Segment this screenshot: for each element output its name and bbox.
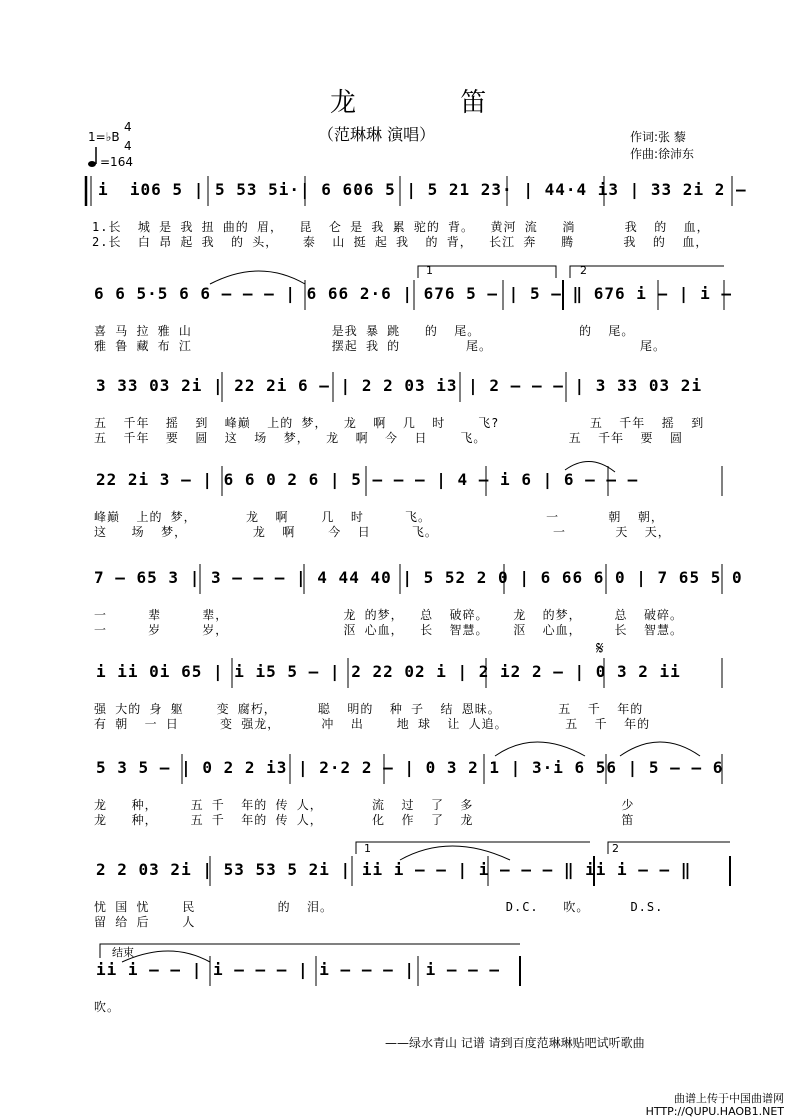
- notation-line: 7 — 65 3 | 3 — — — | 4 44 40 | 5 52 2 0 | 6 66 6 0 | 7 65 5 0: [94, 568, 743, 587]
- lyric-verse-1: 1.长 城 是 我 扭 曲的 眉， 昆 仑 是 我 累 驼的 背。 黄河 流 淌 我 的 血，: [92, 220, 710, 234]
- lyric-verse-1: 强 大的 身 躯 变 腐朽， 聪 明的 种 子 结 恩昧。 五 千 年的: [94, 702, 644, 716]
- watermark-line-1: 曲谱上传于中国曲谱网: [674, 1092, 784, 1105]
- lyric-verse-1: 喜 马 拉 雅 山 是我 暴 跳 的 尾。 的 尾。: [94, 324, 635, 338]
- lyric-verse-2: 一 岁 岁， 沤 心血， 长 智慧。 沤 心血， 长 智慧。: [94, 623, 683, 637]
- site-watermark: [646, 1092, 784, 1118]
- volta-1-label: 1: [426, 264, 433, 277]
- lyric-verse-2: 有 朝 一 日 变 强龙， 冲 出 地 球 让 人追。 五 千 年的: [94, 717, 651, 731]
- watermark-line-2: HTTP://QUPU.HAOB1.NET: [645, 1105, 784, 1118]
- lyric-verse-2: 雅 鲁 藏 布 江 摆起 我 的 尾。 尾。: [94, 339, 667, 353]
- lyric-verse-1: 五 千年 摇 到 峰巅 上的 梦， 龙 啊 几 时 飞? 五 千年 摇 到: [94, 416, 705, 430]
- song-title: 龙 笛: [330, 88, 535, 118]
- transcriber-footer: ——绿水青山 记谱 请到百度范琳琳贴吧试听歌曲: [385, 1036, 645, 1050]
- notation-line: i ii 0i 65 | i i5 5 — | 2 22 02 i | 2 i2 2 — | 0 3 2 ii: [96, 662, 681, 681]
- lyricist-credit: 作词:张 藜: [630, 130, 686, 144]
- tempo-marking: =164: [100, 155, 133, 169]
- notation-line: 6 6 5·5 6 6 — — — | 6 66 2·6 | 676 5 — | 5 — ‖ 676 i — | i —: [94, 284, 732, 303]
- lyric-verse-1: 忧 国 忧 民 的 泪。 D.C. 吹。 D.S.: [94, 900, 664, 914]
- lyric-verse-1: 一 辈 辈， 龙 的梦， 总 破碎。 龙 的梦， 总 破碎。: [94, 608, 683, 622]
- key-signature: 1=♭B: [88, 130, 120, 144]
- lyric-verse-1: 峰巅 上的 梦， 龙 啊 几 时 飞。 一 朝 朝，: [94, 510, 664, 524]
- lyric-verse-1: 吹。: [94, 1000, 121, 1014]
- time-signature-top: 4: [124, 120, 132, 134]
- notation-line: 3 33 03 2i | 22 2i 6 — | 2 2 03 i3 | 2 — — — | 3 33 03 2i: [96, 376, 703, 395]
- lyric-verse-1: 龙 种， 五 千 年的 传 人， 流 过 了 多 少: [94, 798, 635, 812]
- volta-2-label: 2: [612, 842, 619, 855]
- ending-label: 结束: [112, 946, 134, 959]
- notation-line: ii i — — | i — — — | i — — — | i — — —: [96, 960, 501, 979]
- song-subtitle: （范琳琳 演唱）: [318, 125, 436, 144]
- lyric-verse-2: 2.长 白 昂 起 我 的 头， 泰 山 挺 起 我 的 背， 长江 奔 腾 我 的 血，: [92, 235, 709, 249]
- notation-line: 5 3 5 — | 0 2 2 i3 | 2·2 2 — | 0 3 2 1 | 3·i 6 56 | 5 — — 6: [96, 758, 724, 777]
- lyric-verse-2: 留 给 后 人: [94, 915, 196, 929]
- time-signature-bottom: 4: [124, 139, 132, 153]
- volta-1-label: 1: [364, 842, 371, 855]
- lyric-verse-2: 这 场 梦， 龙 啊 今 日 飞。 一 天 天，: [94, 525, 671, 539]
- notation-line: 22 2i 3 — | 6 6 0 2 6 | 5 — — — | 4 — i 6 | 6 — — —: [96, 470, 639, 489]
- volta-2-label: 2: [580, 264, 587, 277]
- composer-credit: 作曲:徐沛东: [630, 147, 695, 161]
- lyric-verse-2: 五 千年 要 圆 这 场 梦， 龙 啊 今 日 飞。 五 千年 要 圆: [94, 431, 683, 445]
- notation-line: 2 2 03 2i | 53 53 5 2i | ii i — — | i — — — ‖ ii i — — ‖: [96, 860, 692, 879]
- segno-icon: 𝄋: [596, 638, 604, 659]
- lyric-verse-2: 龙 种， 五 千 年的 传 人， 化 作 了 龙 笛: [94, 813, 635, 827]
- notation-line: i i06 5 | 5 53 5i·| 6 606 5 | 5 21 23· | 44·4 i3 | 33 2i 2 —: [98, 180, 747, 199]
- quarter-note-icon: [88, 146, 98, 172]
